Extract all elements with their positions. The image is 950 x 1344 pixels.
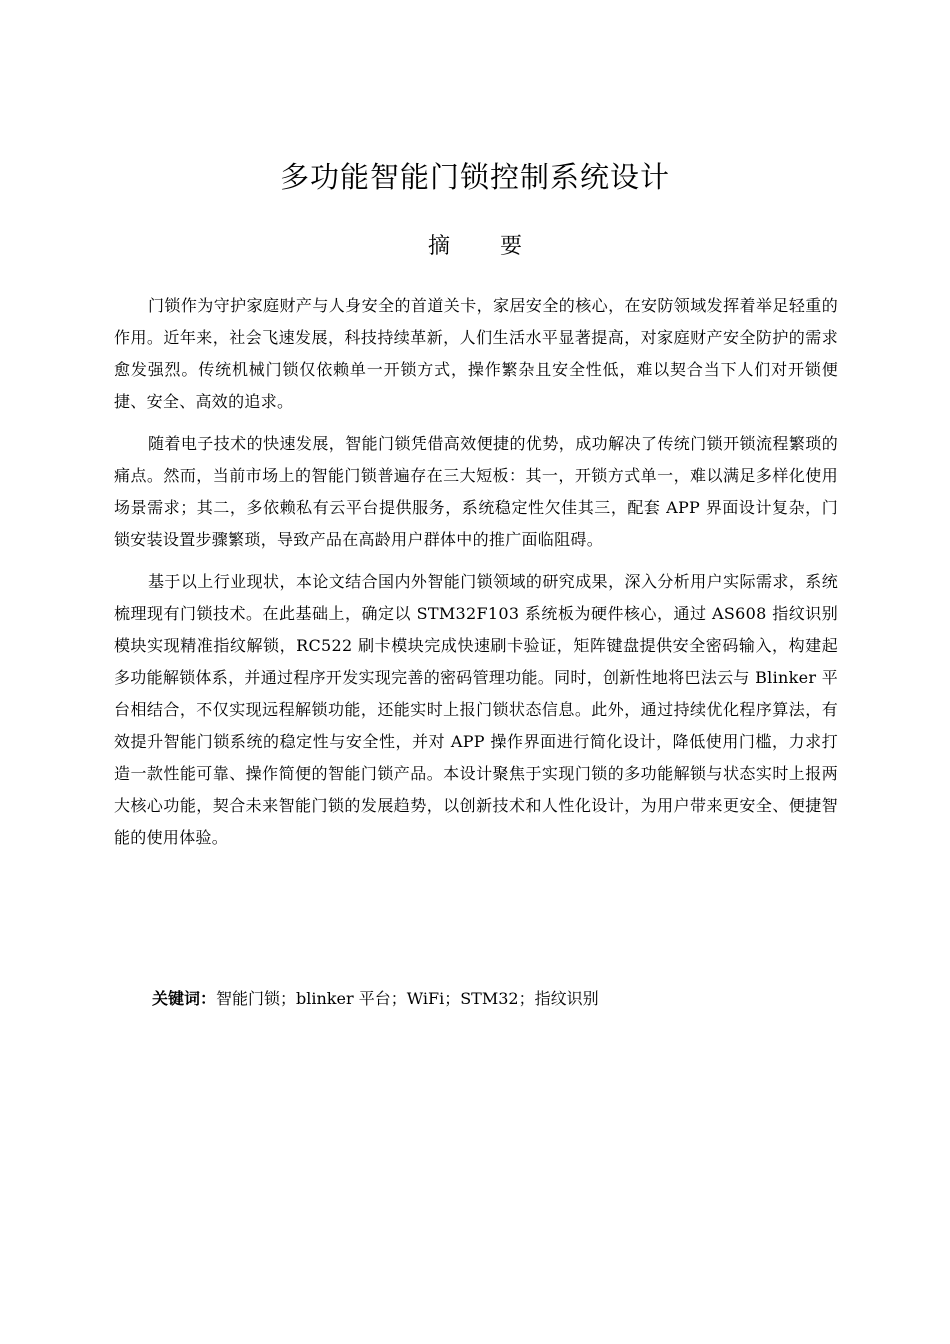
abstract-paragraph-3: 基于以上行业现状，本论文结合国内外智能门锁领域的研究成果，深入分析用户实际需求，系统梳理现有门锁技术。在此基础上，确定以 STM32F103 系统板为硬件核心，通过 AS608 指纹识别模块实现精准指纹解锁，RC522 刷卡模块完成快速刷卡验证，矩阵键盘提供安全密码输入，构建起多功能解锁体系，并通过程序开发实现完善的密码管理功能。同时，创新性地将巴法云与 Blinker 平台相结合，不仅实现远程解锁功能，还能实时上报门锁状态信息。此外，通过持续优化程序算法，有效提升智能门锁系统的稳定性与安全性，并对 APP 操作界面进行简化设计，降低使用门槛，力求打造一款性能可靠、操作简便的智能门锁产品。本设计聚焦于实现门锁的多功能解锁与状态实时上报两大核心功能，契合未来智能门锁的发展趋势，以创新技术和人性化设计，为用户带来更安全、便捷智能的使用体验。 [114, 572, 838, 847]
keywords-label: 关键词： [152, 989, 217, 1008]
abstract-body [114, 290, 838, 864]
abstract-heading: 摘要 [427, 234, 572, 259]
keywords-text: 智能门锁；blinker 平台；WiFi；STM32；指纹识别 [216, 989, 599, 1008]
page-title: 多功能智能门锁控制系统设计 [279, 160, 670, 194]
abstract-paragraph-1: 门锁作为守护家庭财产与人身安全的首道关卡，家居安全的核心，在安防领域发挥着举足轻重的作用。近年来，社会飞速发展，科技持续革新，人们生活水平显著提高，对家庭财产安全防护的需求愈发强烈。传统机械门锁仅依赖单一开锁方式，操作繁杂且安全性低，难以契合当下人们对开锁便捷、安全、高效的追求。 [114, 296, 838, 411]
abstract-paragraph-2: 随着电子技术的快速发展，智能门锁凭借高效便捷的优势，成功解决了传统门锁开锁流程繁琐的痛点。然而，当前市场上的智能门锁普遍存在三大短板：其一，开锁方式单一，难以满足多样化使用场景需求；其二，多依赖私有云平台提供服务，系统稳定性欠佳其三，配套 APP 界面设计复杂，门锁安装设置步骤繁琐，导致产品在高龄用户群体中的推广面临阻碍。 [114, 434, 838, 549]
keywords-line [152, 986, 852, 1012]
